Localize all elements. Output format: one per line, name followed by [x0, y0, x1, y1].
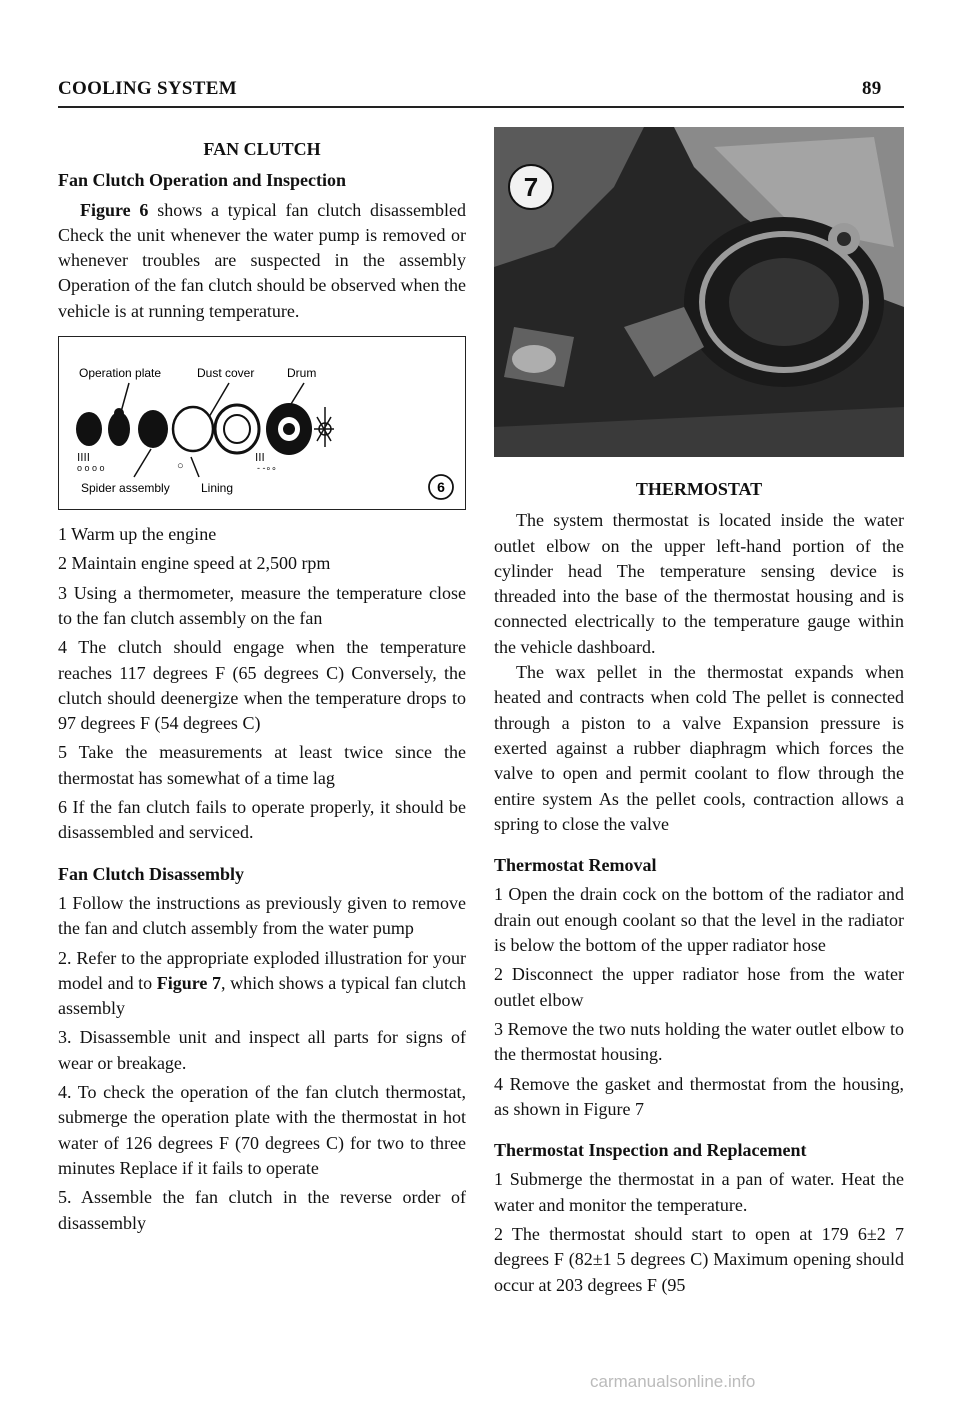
- header-rule: [58, 106, 904, 108]
- inspection-step-2: 2 The thermostat should start to open at 179 6±2 7 degrees F (82±1 5 degrees C) Maximum opening should occur at 203 degrees F (95: [494, 1224, 904, 1295]
- subheading-operation-inspection: Fan Clutch Operation and Inspection: [58, 170, 347, 191]
- disassembly-step-2-text: 2. Refer to the appropriate exploded illustration for your model and to: [58, 947, 466, 993]
- section-title-thermostat: THERMOSTAT: [635, 479, 763, 499]
- fan-clutch-diagram: [58, 336, 466, 510]
- figure-ref-7: Figure 7: [156, 972, 222, 993]
- svg-text:○: ○: [177, 460, 184, 473]
- step-clutch-engage: 4 The clutch should engage when the temperature reaches 117 degrees F (65 degrees C) Conversely, the clutch should deenergize when the temperature drops to 97 degrees F (54 degrees C): [58, 637, 466, 734]
- photo-graphic: [494, 127, 904, 457]
- step-measure-temperature: 3 Using a thermometer, measure the temperature close to the fan clutch assembly on the fan: [58, 582, 466, 628]
- removal-step-2: 2 Disconnect the upper radiator hose from the water outlet elbow: [494, 964, 904, 1010]
- section-title-fan-clutch: FAN CLUTCH: [203, 139, 321, 159]
- svg-text:- -∘∘: - -∘∘: [257, 463, 277, 474]
- step-maintain-speed: 2 Maintain engine speed at 2,500 rpm: [58, 553, 331, 574]
- label-spider-assembly: Spider assembly: [81, 481, 170, 496]
- intro-paragraph: [58, 198, 466, 324]
- label-operation-plate: Operation plate: [79, 366, 162, 381]
- removal-step-4: 4 Remove the gasket and thermostat from the housing, as shown in Figure 7: [494, 1073, 904, 1119]
- running-header-section: COOLING SYSTEM: [58, 78, 237, 99]
- step-measure-twice: 5 Take the measurements at least twice since the thermostat has somewhat of a time lag: [58, 742, 466, 788]
- operation-plate-shape: [76, 412, 102, 446]
- left-column: [58, 125, 466, 1236]
- dust-cover-shape: [138, 410, 168, 448]
- step-warm-up: 1 Warm up the engine: [58, 524, 217, 545]
- label-drum: Drum: [287, 366, 317, 381]
- inspection-step-1: 1 Submerge the thermostat in a pan of water. Heat the water and monitor the temperature.: [494, 1169, 904, 1215]
- intro-text: shows a typical fan clutch disassembled Check the unit whenever the water pump is removed or whenever troubles are suspected in the assembly Operation of the fan clutch should be observed when the vehicle is at running temperature.: [58, 199, 466, 321]
- subheading-thermostat-removal: Thermostat Removal: [494, 855, 657, 876]
- svg-text:ⅠⅠⅠⅠ: ⅠⅠⅠⅠ: [77, 452, 90, 465]
- disassembly-step-1: 1 Follow the instructions as previously given to remove the fan and clutch assembly from the water pump: [58, 892, 466, 939]
- thermostat-para-1: The system thermostat is located inside the water outlet elbow on the upper left-hand portion of the cylinder head The temperature sensing device is threaded into the base of the thermostat housing and is connected electrically to the temperature gauge within the vehicle dashboard.: [494, 510, 904, 657]
- subheading-inspection-replacement: Thermostat Inspection and Replacement: [494, 1140, 807, 1161]
- right-column: [494, 125, 904, 1298]
- svg-text:o o o o: o o o o: [77, 463, 105, 474]
- figure-ref-6: Figure 6: [80, 199, 149, 220]
- removal-step-3: 3 Remove the two nuts holding the water outlet elbow to the thermostat housing.: [494, 1018, 904, 1065]
- diagram-graphic: [59, 337, 467, 509]
- watermark: carmanualsonline.info: [590, 1372, 756, 1391]
- label-dust-cover: Dust cover: [197, 366, 255, 381]
- removal-step-1: 1 Open the drain cock on the bottom of the radiator and drain out enough coolant so that the level in the radiator is below the bottom of the upper radiator hose: [494, 884, 904, 956]
- subheading-fan-clutch-disassembly: Fan Clutch Disassembly: [58, 863, 245, 884]
- disassembly-step-4: 4. To check the operation of the fan clutch thermostat, submerge the operation plate with the thermostat in hot water of 126 degrees F (70 degrees C) for two to three minutes Replace if it fails to operate: [58, 1082, 466, 1178]
- disassembly-step-5: 5. Assemble the fan clutch in the reverse order of disassembly: [58, 1187, 466, 1233]
- label-lining: Lining: [201, 481, 234, 496]
- thermostat-para-2: The wax pellet in the thermostat expands when heated and contracts when cold The pellet is connected through a piston to a valve Expansion pressure is exerted against a rubber diaphragm which forces the valve to open and permit coolant to flow through the entire system As the pellet cools, contraction allows a spring to close the valve: [494, 662, 904, 834]
- disassembly-step-2-text-end: , which shows a typical fan clutch assembly: [58, 972, 467, 1019]
- figure-number-6: 6: [437, 479, 445, 496]
- photo-number-7: 7: [523, 172, 539, 202]
- page-number: 89: [862, 78, 882, 99]
- thermostat-photo: [494, 127, 904, 457]
- step-disassemble-if-fail: 6 If the fan clutch fails to operate properly, it should be disassembled and serviced.: [58, 797, 466, 843]
- disassembly-step-3: 3. Disassemble unit and inspect all parts for signs of wear or breakage.: [58, 1027, 466, 1073]
- disassembly-step-2: [58, 946, 466, 1022]
- svg-text:ⅠⅠⅠ: ⅠⅠⅠ: [255, 452, 265, 465]
